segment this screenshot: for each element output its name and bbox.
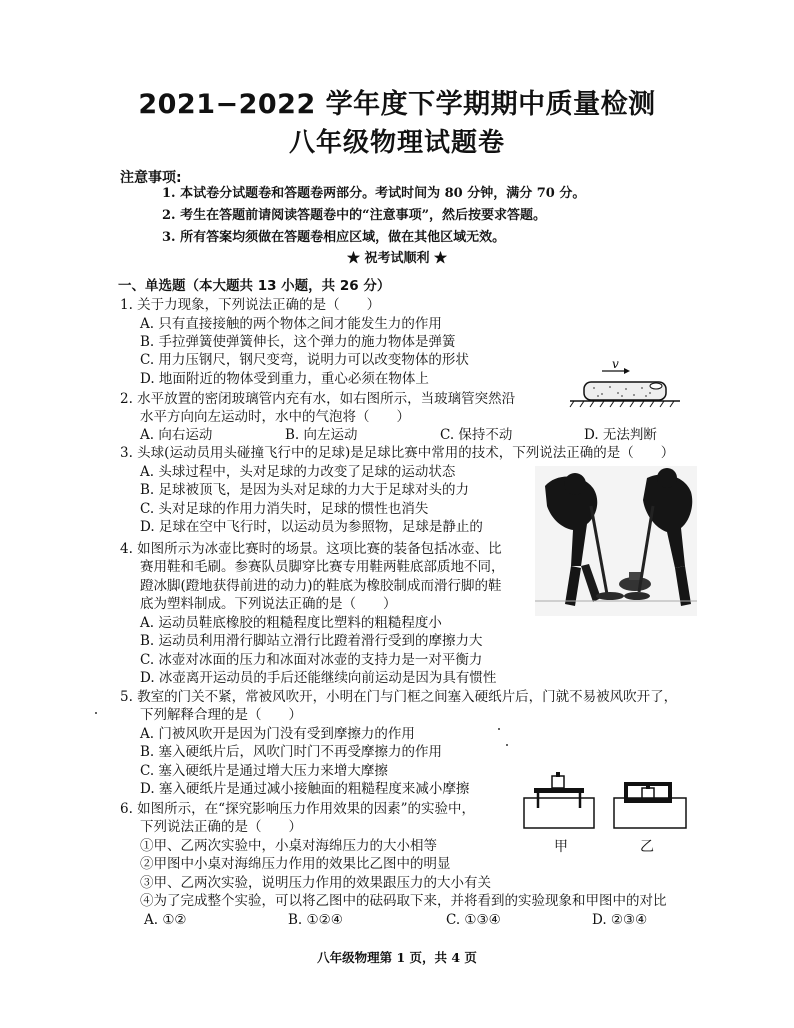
page-footer: 八年级物理第 1 页，共 4 页 <box>317 950 477 965</box>
exam-title: 2021−2022 学年度下学期期中质量检测 <box>138 89 656 120</box>
question-2-stem: 2. 水平放置的密闭玻璃管内充有水，如右图所示，当玻璃管突然沿 <box>120 391 516 407</box>
question-5-option-d: D. 塞入硬纸片是通过减小接触面的粗糙程度来减小摩擦 <box>140 781 470 797</box>
glass-tube-figure <box>562 352 686 412</box>
question-5-option-c: C. 塞入硬纸片是通过增大压力来增大摩擦 <box>140 763 388 779</box>
velocity-arrowhead <box>624 368 630 374</box>
question-1-stem: 1. 关于力现象，下列说法正确的是（ ） <box>120 297 381 313</box>
question-4-stem-cont: 赛用鞋和毛刷。参赛队员脚穿比赛专用鞋两鞋底部质地不同， <box>140 559 505 575</box>
question-6-statement-2: ②甲图中小桌对海绵压力作用的效果比乙图中的明显 <box>140 856 451 872</box>
section-heading: 一、单选题（本大题共 13 小题，共 26 分） <box>118 278 391 294</box>
question-3-option-a: A. 头球过程中，头对足球的力改变了足球的运动状态 <box>140 464 456 480</box>
question-4-stem: 4. 如图所示为冰壶比赛时的场景。这项比赛的装备包括冰壶、比 <box>120 541 502 557</box>
figure-label-jia: 甲 <box>554 839 568 855</box>
notice-item: 2. 考生在答题前请阅读答题卷中的“注意事项”，然后按要求答题。 <box>162 208 547 223</box>
question-1-option-d: D. 地面附近的物体受到重力，重心必须在物体上 <box>140 371 429 387</box>
question-6-stem-cont: 下列说法正确的是（ ） <box>140 819 302 835</box>
question-5-option-a: A. 门被风吹开是因为门没有受到摩擦力的作用 <box>140 726 415 742</box>
notice-item: 1. 本试卷分试题卷和答题卷两部分。考试时间为 80 分钟，满分 70 分。 <box>162 186 586 201</box>
exam-subtitle: 八年级物理试题卷 <box>288 128 505 158</box>
question-6-statement-4: ④为了完成整个实验，可以将乙图中的砝码取下来，并将看到的实验现象和甲图中的对比 <box>140 893 667 909</box>
question-6-statement-3: ③甲、乙两次实验，说明压力作用的效果跟压力的大小有关 <box>140 875 491 891</box>
question-2-option-a: A. 向右运动 <box>140 427 213 443</box>
question-3-option-c: C. 头对足球的作用力消失时，足球的惯性也消失 <box>140 501 429 517</box>
broom-head-left <box>596 592 624 600</box>
figure-jia <box>524 772 594 828</box>
notice-heading: 注意事项: <box>120 170 182 186</box>
good-luck-banner: ★ 祝考试顺利 ★ <box>346 251 448 266</box>
question-4-stem-cont: 蹬冰脚(蹬地获得前进的动力)的鞋底为橡胶制成而滑行脚的鞋 <box>140 578 502 594</box>
velocity-label: v <box>612 357 619 371</box>
question-3-option-b: B. 足球被顶飞，是因为头对足球的力大于足球对头的力 <box>140 482 470 498</box>
notice-item: 3. 所有答案均须做在答题卷相应区域，做在其他区域无效。 <box>162 230 506 245</box>
question-1-option-c: C. 用力压钢尺，钢尺变弯，说明力可以改变物体的形状 <box>140 352 469 368</box>
question-6-option-d: D. ②③④ <box>592 912 648 928</box>
figure-yi <box>614 782 686 828</box>
question-1-option-b: B. 手拉弹簧使弹簧伸长，这个弹力的施力物体是弹簧 <box>140 334 456 350</box>
question-6-statement-1: ①甲、乙两次实验中，小桌对海绵压力的大小相等 <box>140 838 437 854</box>
air-bubble <box>650 383 662 389</box>
question-2-option-b: B. 向左运动 <box>285 427 358 443</box>
ground-hatching <box>570 401 674 407</box>
question-6-option-c: C. ①③④ <box>446 912 501 928</box>
question-4-option-a: A. 运动员鞋底橡胶的粗糙程度比塑料的粗糙程度小 <box>140 615 442 631</box>
question-3-option-d: D. 足球在空中飞行时，以运动员为参照物，足球是静止的 <box>140 519 483 535</box>
curling-photo <box>535 466 697 616</box>
figure-label-yi: 乙 <box>640 839 654 855</box>
question-5-stem-cont: 下列解释合理的是（ ） <box>140 707 302 723</box>
sponge-experiment-figure <box>520 768 692 832</box>
question-6-option-a: A. ①② <box>144 912 187 928</box>
question-3-stem: 3. 头球(运动员用头碰撞飞行中的足球)是足球比赛中常用的技术，下列说法正确的是（ ） <box>120 445 675 461</box>
scan-speck <box>498 728 500 730</box>
scan-speck <box>95 712 97 714</box>
question-5-stem: 5. 教室的门关不紧，常被风吹开，小明在门与门框之间塞入硬纸片后，门就不易被风吹开了， <box>120 689 678 705</box>
question-4-option-c: C. 冰壶对冰面的压力和冰面对冰壶的支持力是一对平衡力 <box>140 652 483 668</box>
question-2-option-c: C. 保持不动 <box>440 427 513 443</box>
question-4-option-d: D. 冰壶离开运动员的手后还能继续向前运动是因为具有惯性 <box>140 670 497 686</box>
question-6-option-b: B. ①②④ <box>288 912 343 928</box>
question-2-option-d: D. 无法判断 <box>584 427 657 443</box>
question-6-stem: 6. 如图所示，在“探究影响压力作用效果的因素”的实验中， <box>120 801 475 817</box>
question-2-stem-cont: 水平方向向左运动时，水中的气泡将（ ） <box>140 409 410 425</box>
broom-head-right <box>624 592 650 600</box>
question-1-option-a: A. 只有直接接触的两个物体之间才能发生力的作用 <box>140 316 442 332</box>
question-5-option-b: B. 塞入硬纸片后，风吹门时门不再受摩擦力的作用 <box>140 744 443 760</box>
scan-speck <box>506 744 508 746</box>
question-4-stem-cont: 底为塑料制成。下列说法正确的是（ ） <box>140 596 397 612</box>
question-4-option-b: B. 运动员利用滑行脚站立滑行比蹬着滑行受到的摩擦力大 <box>140 633 483 649</box>
